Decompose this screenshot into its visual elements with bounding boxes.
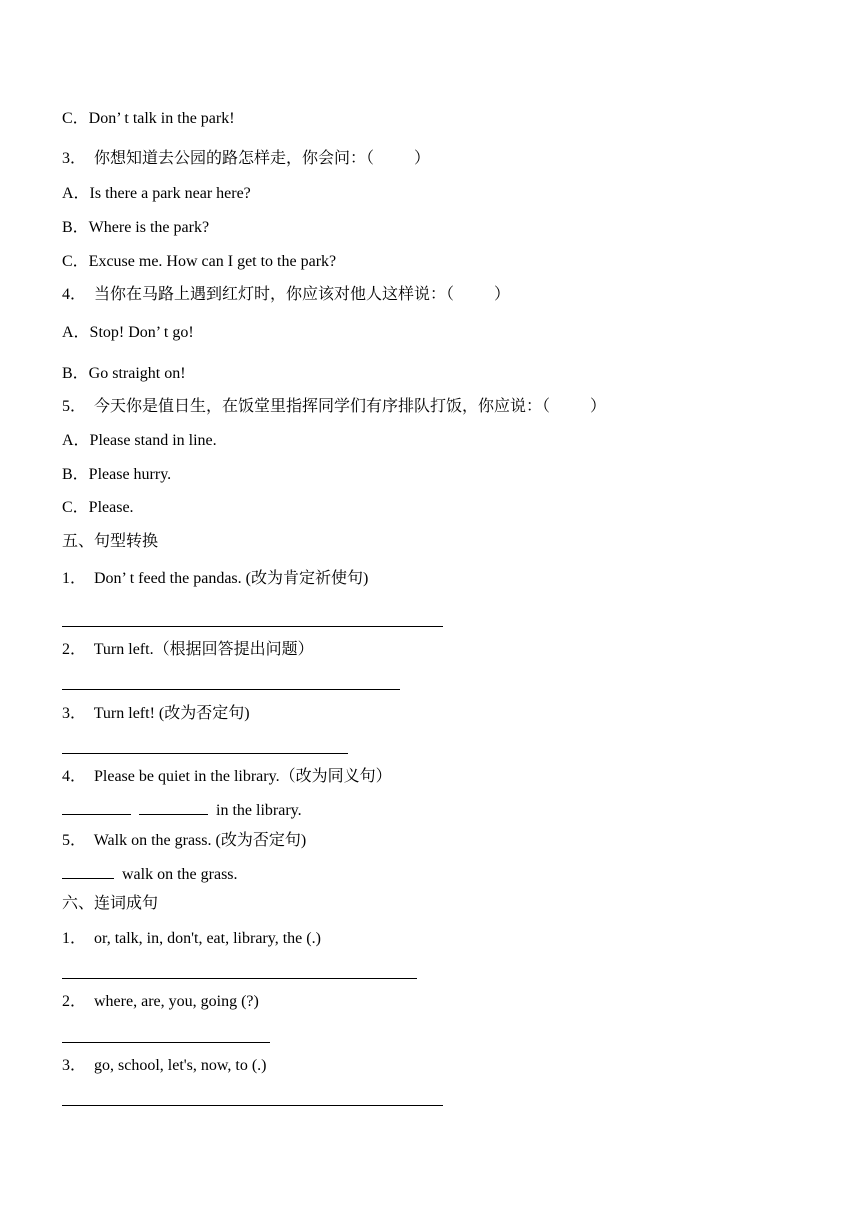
answer-line[interactable] [62,689,400,690]
fill-blank[interactable] [139,800,208,815]
question-5-4: 4． Please be quiet in the library.（改为同义句） [62,768,392,785]
fill-blank[interactable] [62,864,114,879]
question-6-1: 1． or, talk, in, don't, eat, library, the (.) [62,930,321,947]
question-5-2: 2． Turn left.（根据回答提出问题） [62,641,314,658]
answer-5-5 [62,864,238,885]
answer-line[interactable] [62,626,443,627]
option-a: A．Stop! Don’ t go! [62,324,194,341]
question-6-3: 3． go, school, let's, now, to (.) [62,1057,267,1074]
option-b: B．Please hurry. [62,466,172,483]
section-5-heading: 五、句型转换 [62,533,159,550]
option-b: B．Go straight on! [62,365,186,382]
question-6-2: 2． where, are, you, going (?) [62,993,259,1010]
answer-suffix: in the library. [212,802,302,819]
option-c: C．Excuse me. How can I get to the park? [62,253,337,270]
option-c-dont-talk: C．Don’ t talk in the park! [62,110,235,127]
answer-suffix: walk on the grass. [118,866,238,883]
option-b: B．Where is the park? [62,219,210,236]
option-c: C．Please. [62,499,134,516]
answer-5-4 [62,800,302,821]
fill-blank[interactable] [62,800,131,815]
question-5-3: 3． Turn left! (改为否定句) [62,705,250,722]
question-4: 4． 当你在马路上遇到红灯时，你应该对他人这样说：（ ） [62,286,511,303]
answer-line[interactable] [62,1042,270,1043]
answer-line[interactable] [62,978,417,979]
answer-line[interactable] [62,1105,443,1106]
option-a: A．Please stand in line. [62,432,217,449]
option-a: A．Is there a park near here? [62,185,251,202]
question-5-5: 5． Walk on the grass. (改为否定句) [62,832,307,849]
question-3: 3． 你想知道去公园的路怎样走，你会问：（ ） [62,150,431,167]
question-5: 5． 今天你是值日生，在饭堂里指挥同学们有序排队打饭，你应说：（ ） [62,398,607,415]
section-6-heading: 六、连词成句 [62,895,159,912]
question-5-1: 1． Don’ t feed the pandas. (改为肯定祈使句) [62,570,369,587]
answer-line[interactable] [62,753,348,754]
